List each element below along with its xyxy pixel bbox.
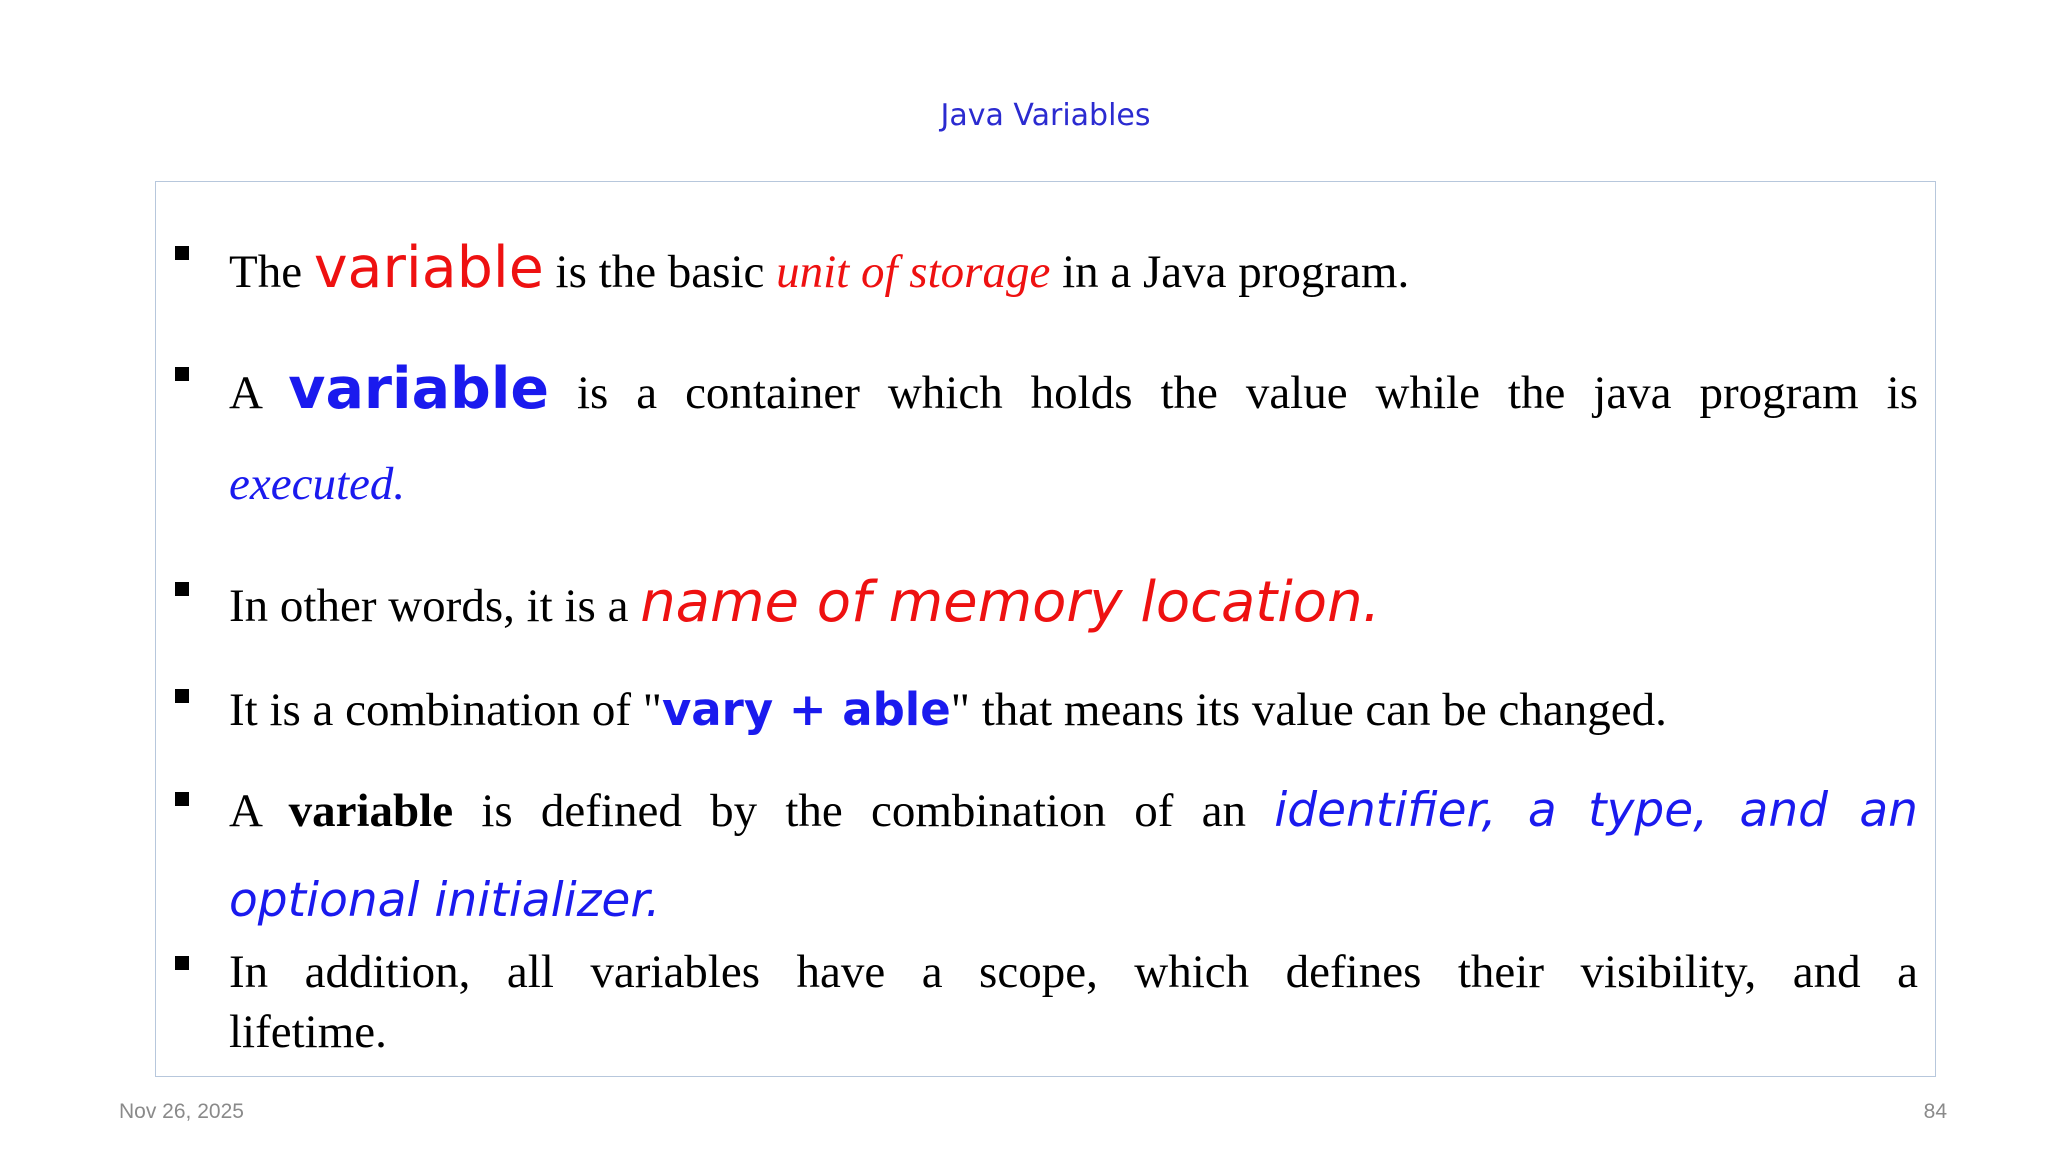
b1-part1: The — [229, 246, 314, 298]
b2-part1: A — [229, 367, 289, 419]
b5-part1: A — [229, 785, 289, 837]
bullet-marker-1 — [175, 246, 189, 260]
b4-part1: It is a combination of " — [229, 684, 662, 736]
bullet-text-4 — [229, 675, 1918, 745]
b5-part3: is defined by the combination of an — [453, 785, 1275, 837]
b1-part5: in a Java program. — [1050, 246, 1410, 298]
b3-part1: In other words, it is a — [229, 580, 641, 632]
bullet-marker-5 — [175, 792, 189, 806]
b5-variable-term: variable — [288, 785, 454, 837]
bullet-text-3 — [229, 566, 1918, 643]
slide-title: Java Variables — [940, 98, 1151, 133]
bullet-marker-2 — [175, 367, 189, 381]
b5-identifier-type: identifier, a type, and an — [1274, 783, 1918, 838]
b2-executed: executed. — [229, 458, 406, 510]
footer-date: Nov 26, 2025 — [119, 1100, 244, 1123]
bullet-marker-6 — [175, 956, 189, 970]
b2-part3: is a container which holds the value while the java program is — [549, 367, 1918, 419]
bullet-marker-3 — [175, 582, 189, 596]
b2-variable-term: variable — [288, 356, 550, 422]
b1-part3: is the basic — [543, 246, 777, 298]
b5-optional-initializer: optional initializer. — [229, 873, 661, 928]
b3-memory-location: name of memory location. — [640, 570, 1381, 635]
bullet-marker-4 — [175, 689, 189, 703]
footer-page-number: 84 — [1923, 1100, 1947, 1123]
bullet-text-6-line1: In addition, all variables have a scope, which defines their visibility, and a — [229, 946, 1918, 998]
b1-unit-of-storage: unit of storage — [776, 246, 1051, 298]
bullet-text-2-line1 — [229, 353, 1918, 429]
b4-part3: " that means its value can be changed. — [950, 684, 1667, 736]
bullet-text-5-line1 — [229, 775, 1918, 847]
b1-variable-term: variable — [313, 235, 544, 301]
b4-vary-able: vary + able — [661, 683, 951, 736]
bullet-text-1 — [229, 233, 1918, 307]
bullet-text-6-line2: lifetime. — [229, 1006, 387, 1058]
